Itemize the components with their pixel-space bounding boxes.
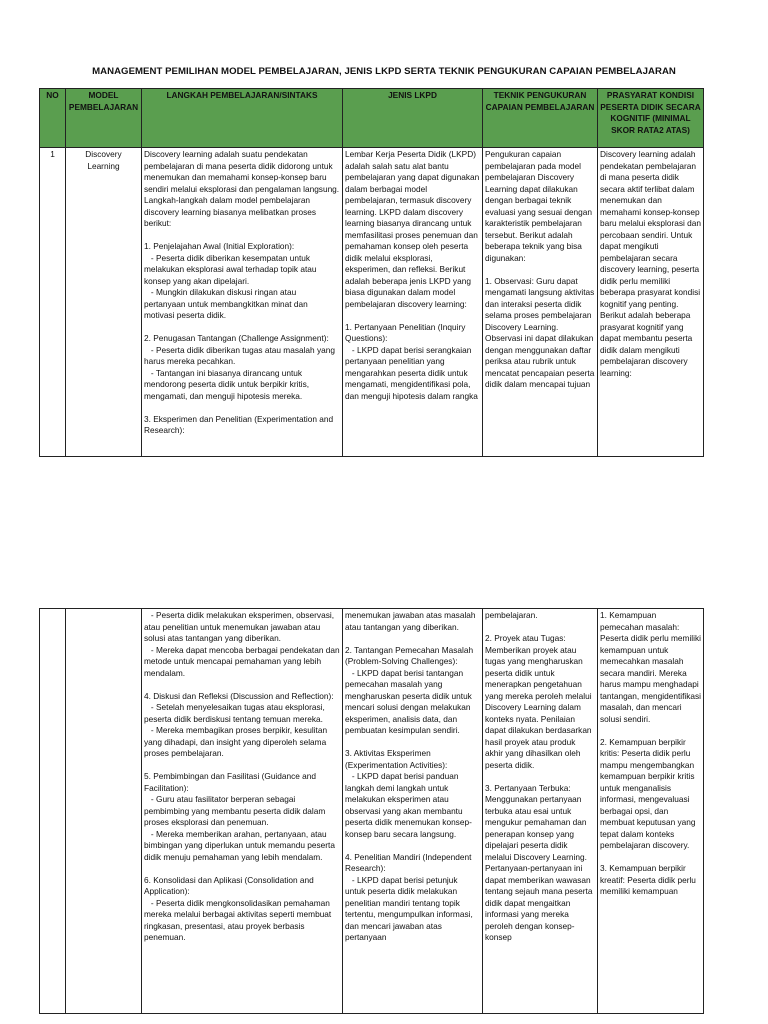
cell-lkpd: Lembar Kerja Peserta Didik (LKPD) adalah salah satu alat bantu pembelajaran yang dapat digunakan dalam berbagai model pembelajaran, termasuk discovery learning. LKPD dalam discovery learning biasanya dirancang untuk memfasilitasi proses penemuan dan pemahaman konsep oleh peserta didik melalui eksplorasi, eksperimen, dan refleksi. Berikut adalah beberapa jenis LKPD yang biasa digunakan dalam model pembelajaran discovery learning: 1. Pertanyaan Penelitian (Inquiry Questions): - LKPD dapat berisi serangkaian pertanyaan penelitian yang mengarahkan peserta didik untuk mengamati, mengidentifikasi pola, dan menguji hipotesis dalam rangka: [343, 148, 483, 457]
table-header-row: [40, 89, 704, 148]
cell-lkpd: menemukan jawaban atas masalah atau tantangan yang diberikan. 2. Tantangan Pemecahan Masalah (Problem-Solving Challenges): - LKPD dapat berisi tantangan pemecahan masalah yang mengharuskan peserta didik untuk mencari solusi dengan melakukan eksperimen, analisis data, dan pembuatan kesimpulan sendiri. 3. Aktivitas Eksperimen (Experimentation Activities): - LKPD dapat berisi panduan langkah demi langkah untuk melakukan eksperimen atau observasi yang akan membantu peserta didik menemukan konsep-konsep baru secara langsung. 4. Penelitian Mandiri (Independent Research): - LKPD dapat berisi petunjuk untuk peserta didik melakukan penelitian mandiri tentang topik tertentu, mengumpulkan informasi, dan mencari jawaban atas pertanyaan: [343, 609, 483, 1014]
cell-no: 1: [40, 148, 66, 457]
cell-model: Discovery Learning: [66, 148, 142, 457]
cell-prasyarat: 1. Kemampuan pemecahan masalah: Peserta didik perlu memiliki kemampuan untuk memecahkan masalah secara mandiri. Mereka harus mampu menghadapi tantangan, mengidentifikasi masalah, dan mencari solusi sendiri. 2. Kemampuan berpikir kritis: Peserta didik perlu mampu mengembangkan kemampuan berpikir kritis untuk menganalisis informasi, mengevaluasi berbagai opsi, dan membuat keputusan yang tepat dalam konteks pembelajaran discovery. 3. Kemampuan berpikir kreatif: Peserta didik perlu memiliki kemampuan: [598, 609, 704, 1014]
header-lkpd: JENIS LKPD: [343, 89, 483, 148]
document-title: MANAGEMENT PEMILIHAN MODEL PEMBELAJARAN, JENIS LKPD SERTA TEKNIK PENGUKURAN CAPAIAN PEMBELAJARAN: [92, 66, 676, 77]
cell-model: [66, 609, 142, 1014]
model-table-page-2: [39, 608, 704, 1014]
cell-no: [40, 609, 66, 1014]
cell-teknik: Pengukuran capaian pembelajaran pada model pembelajaran Discovery Learning dapat dilakukan dengan berbagai teknik evaluasi yang sesuai dengan karakteristik pembelajaran tersebut. Berikut adalah beberapa teknik yang bisa digunakan: 1. Observasi: Guru dapat mengamati langsung aktivitas dan interaksi peserta didik selama proses pembelajaran Discovery Learning. Observasi ini dapat dilakukan dengan menggunakan daftar periksa atau rubrik untuk mencatat pencapaian peserta didik dalam mencapai tujuan: [483, 148, 598, 457]
model-table-page-1: [39, 88, 704, 457]
cell-langkah: - Peserta didik melakukan eksperimen, observasi, atau penelitian untuk menemukan jawaban atau solusi atas tantangan yang diberikan. - Mereka dapat mencoba berbagai pendekatan dan metode untuk mencapai pemahaman yang lebih mendalam. 4. Diskusi dan Refleksi (Discussion and Reflection): - Setelah menyelesaikan tugas atau eksplorasi, peserta didik berdiskusi tentang temuan mereka. - Mereka membagikan proses berpikir, kesulitan yang dihadapi, dan insight yang diperoleh selama proses pembelajaran. 5. Pembimbingan dan Fasilitasi (Guidance and Facilitation): - Guru atau fasilitator berperan sebagai pembimbing yang membantu peserta didik dalam proses eksplorasi dan penemuan. - Mereka memberikan arahan, pertanyaan, atau bimbingan yang diperlukan untuk memandu peserta didik menuju pemahaman yang lebih mendalam. 6. Konsolidasi dan Aplikasi (Consolidation and Application): - Peserta didik mengkonsolidasikan pemahaman mereka melalui berbagai aktivitas seperti membuat ringkasan, presentasi, atau proyek berbasis penemuan.: [142, 609, 343, 1014]
header-langkah: LANGKAH PEMBELAJARAN/SINTAKS: [142, 89, 343, 148]
header-teknik: TEKNIK PENGUKURAN CAPAIAN PEMBELAJARAN: [483, 89, 598, 148]
header-no: NO: [40, 89, 66, 148]
cell-langkah: Discovery learning adalah suatu pendekatan pembelajaran di mana peserta didik didorong untuk menemukan dan memahami konsep-konsep baru sendiri melalui eksplorasi dan pengalaman langsung. Langkah-langkah dalam model pembelajaran discovery learning biasanya melibatkan proses berikut: 1. Penjelajahan Awal (Initial Exploration): - Peserta didik diberikan kesempatan untuk melakukan eksplorasi awal terhadap topik atau konsep yang akan dipelajari. - Mungkin dilakukan diskusi ringan atau pertanyaan untuk membangkitkan minat dan motivasi peserta didik. 2. Penugasan Tantangan (Challenge Assignment): - Peserta didik diberikan tugas atau masalah yang harus mereka pecahkan. - Tantangan ini biasanya dirancang untuk mendorong peserta didik untuk berpikir kritis, mengamati, dan menguji hipotesis mereka. 3. Eksperimen dan Penelitian (Experimentation and Research):: [142, 148, 343, 457]
table-row: [40, 148, 704, 457]
header-prasyarat: PRASYARAT KONDISI PESERTA DIDIK SECARA KOGNITIF (MINIMAL SKOR RATA2 ATAS): [598, 89, 704, 148]
cell-prasyarat: Discovery learning adalah pendekatan pembelajaran di mana peserta didik secara aktif terlibat dalam menemukan dan memahami konsep-konsep baru melalui eksplorasi dan percobaan sendiri. Untuk dapat mengikuti pembelajaran secara discovery learning, peserta didik perlu memiliki beberapa prasyarat kondisi kognitif yang penting. Berikut adalah beberapa prasyarat kognitif yang dapat membantu peserta didik dalam mengikuti pembelajaran discovery learning:: [598, 148, 704, 457]
cell-teknik: pembelajaran. 2. Proyek atau Tugas: Memberikan proyek atau tugas yang mengharuskan peserta didik untuk menerapkan pengetahuan yang mereka peroleh melalui Discovery Learning dalam konteks nyata. Penilaian dapat dilakukan berdasarkan hasil proyek atau produk akhir yang dihasilkan oleh peserta didik. 3. Pertanyaan Terbuka: Menggunakan pertanyaan terbuka atau esai untuk mengukur pemahaman dan penerapan konsep yang dipelajari peserta didik melalui Discovery Learning. Pertanyaan-pertanyaan ini dapat memberikan wawasan tentang sejauh mana peserta didik dapat mengaitkan informasi yang mereka peroleh dengan konsep-konsep: [483, 609, 598, 1014]
header-model: MODEL PEMBELAJARAN: [66, 89, 142, 148]
table-row: [40, 609, 704, 1014]
